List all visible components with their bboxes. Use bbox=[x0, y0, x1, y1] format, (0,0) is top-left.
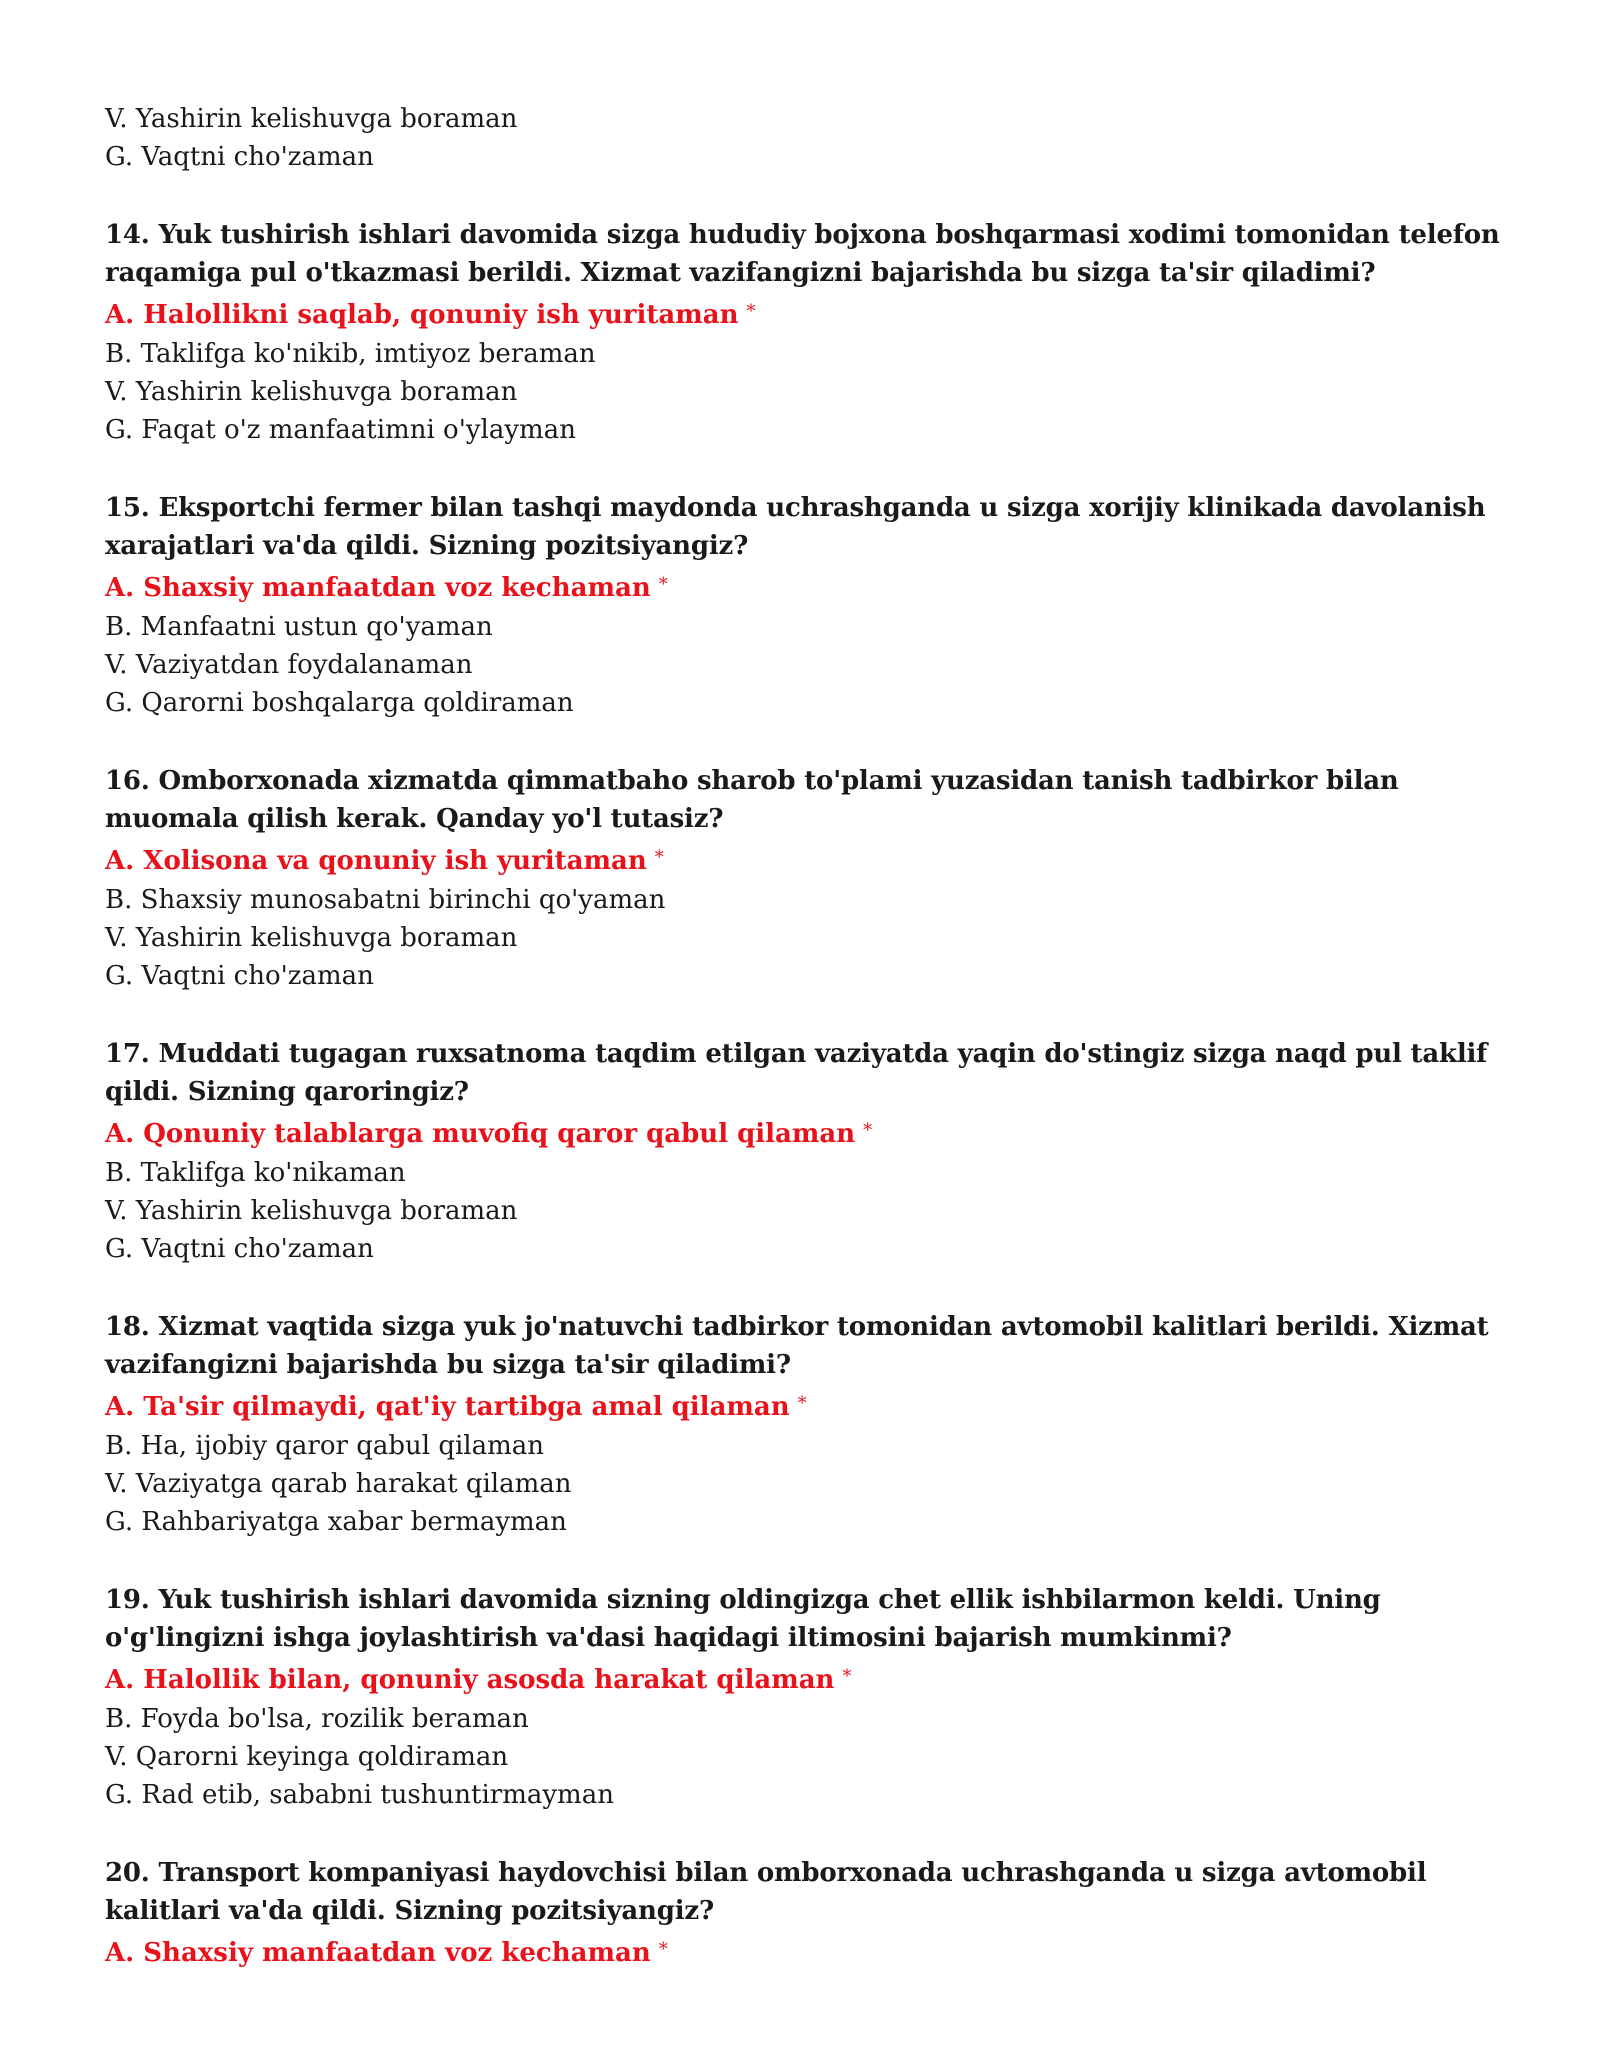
correct-answer-text: A. Halollikni saqlab, qonuniy ish yuritaman bbox=[105, 300, 739, 330]
correct-marker: * bbox=[654, 847, 664, 868]
answer-option: G. Rahbariyatga xabar bermayman bbox=[105, 1507, 567, 1537]
answer-option: B. Taklifga ko'nikaman bbox=[105, 1158, 406, 1188]
question-text: 14. Yuk tushirish ishlari davomida sizga hududiy bojxona boshqarmasi xodimi tomonidan telefon raqamiga pul o'tkazmasi berildi. Xizmat vazifangizni bajarishda bu sizga ta'sir qiladimi? bbox=[105, 220, 1500, 288]
answer-option: V. Yashirin kelishuvga boraman bbox=[105, 1196, 518, 1226]
answer-option: B. Manfaatni ustun qo'yaman bbox=[105, 612, 493, 642]
correct-marker: * bbox=[863, 1120, 873, 1141]
correct-marker: * bbox=[797, 1393, 807, 1414]
correct-answer-text: A. Shaxsiy manfaatdan voz kechaman bbox=[105, 1938, 651, 1968]
question-text: 20. Transport kompaniyasi haydovchisi bilan omborxonada uchrashganda u sizga avtomobil kalitlari va'da qildi. Sizning pozitsiyangiz? bbox=[105, 1858, 1427, 1926]
correct-marker: * bbox=[842, 1666, 852, 1687]
correct-answer-text: A. Xolisona va qonuniy ish yuritaman bbox=[105, 846, 647, 876]
question-block bbox=[105, 762, 1515, 995]
answer-option: G. Rad etib, sababni tushuntirmayman bbox=[105, 1780, 614, 1810]
correct-answer bbox=[105, 292, 1515, 335]
correct-answer bbox=[105, 1384, 1515, 1427]
answer-option: G. Vaqtni cho'zaman bbox=[105, 961, 374, 991]
answer-option: G. Qarorni boshqalarga qoldiraman bbox=[105, 688, 574, 718]
question-text: 15. Eksportchi fermer bilan tashqi maydonda uchrashganda u sizga xorijiy klinikada davolanish xarajatlari va'da qildi. Sizning pozitsiyangiz? bbox=[105, 493, 1486, 561]
answer-option: V. Vaziyatga qarab harakat qilaman bbox=[105, 1469, 572, 1499]
prev-option-g: G. Vaqtni cho'zaman bbox=[105, 142, 374, 172]
correct-answer bbox=[105, 838, 1515, 881]
answer-option: V. Yashirin kelishuvga boraman bbox=[105, 923, 518, 953]
answer-option: V. Vaziyatdan foydalanaman bbox=[105, 650, 473, 680]
correct-answer bbox=[105, 1657, 1515, 1700]
document-page bbox=[105, 100, 1515, 1973]
correct-answer-text: A. Shaxsiy manfaatdan voz kechaman bbox=[105, 573, 651, 603]
answer-option: B. Shaxsiy munosabatni birinchi qo'yaman bbox=[105, 885, 666, 915]
question-text: 18. Xizmat vaqtida sizga yuk jo'natuvchi tadbirkor tomonidan avtomobil kalitlari berildi. Xizmat vazifangizni bajarishda bu sizga ta'sir qiladimi? bbox=[105, 1312, 1489, 1380]
correct-answer bbox=[105, 1930, 1515, 1973]
answer-option: B. Foyda bo'lsa, rozilik beraman bbox=[105, 1704, 529, 1734]
question-text: 19. Yuk tushirish ishlari davomida sizning oldingizga chet ellik ishbilarmon keldi. Uning o'g'lingizni ishga joylashtirish va'dasi haqidagi iltimosini bajarish mumkinmi? bbox=[105, 1585, 1381, 1653]
question-text: 16. Omborxonada xizmatda qimmatbaho sharob to'plami yuzasidan tanish tadbirkor bilan muomala qilish kerak. Qanday yo'l tutasiz? bbox=[105, 766, 1399, 834]
answer-option: B. Ha, ijobiy qaror qabul qilaman bbox=[105, 1431, 544, 1461]
prev-option-v: V. Yashirin kelishuvga boraman bbox=[105, 104, 518, 134]
correct-answer-text: A. Qonuniy talablarga muvofiq qaror qabul qilaman bbox=[105, 1119, 856, 1149]
correct-answer bbox=[105, 565, 1515, 608]
question-text: 17. Muddati tugagan ruxsatnoma taqdim etilgan vaziyatda yaqin do'stingiz sizga naqd pul taklif qildi. Sizning qaroringiz? bbox=[105, 1039, 1488, 1107]
correct-answer bbox=[105, 1111, 1515, 1154]
answer-option: V. Yashirin kelishuvga boraman bbox=[105, 377, 518, 407]
answer-option: G. Faqat o'z manfaatimni o'ylayman bbox=[105, 415, 576, 445]
question-block bbox=[105, 489, 1515, 722]
question-block bbox=[105, 1308, 1515, 1541]
answer-option: G. Vaqtni cho'zaman bbox=[105, 1234, 374, 1264]
answer-option: B. Taklifga ko'nikib, imtiyoz beraman bbox=[105, 339, 596, 369]
question-block bbox=[105, 1035, 1515, 1268]
answer-option: V. Qarorni keyinga qoldiraman bbox=[105, 1742, 509, 1772]
correct-marker: * bbox=[658, 1939, 668, 1960]
correct-answer-text: A. Ta'sir qilmaydi, qat'iy tartibga amal qilaman bbox=[105, 1392, 790, 1422]
correct-answer-text: A. Halollik bilan, qonuniy asosda harakat qilaman bbox=[105, 1665, 835, 1695]
question-block bbox=[105, 1854, 1515, 1973]
correct-marker: * bbox=[658, 574, 668, 595]
question-block bbox=[105, 216, 1515, 449]
correct-marker: * bbox=[746, 301, 756, 322]
question-block bbox=[105, 1581, 1515, 1814]
